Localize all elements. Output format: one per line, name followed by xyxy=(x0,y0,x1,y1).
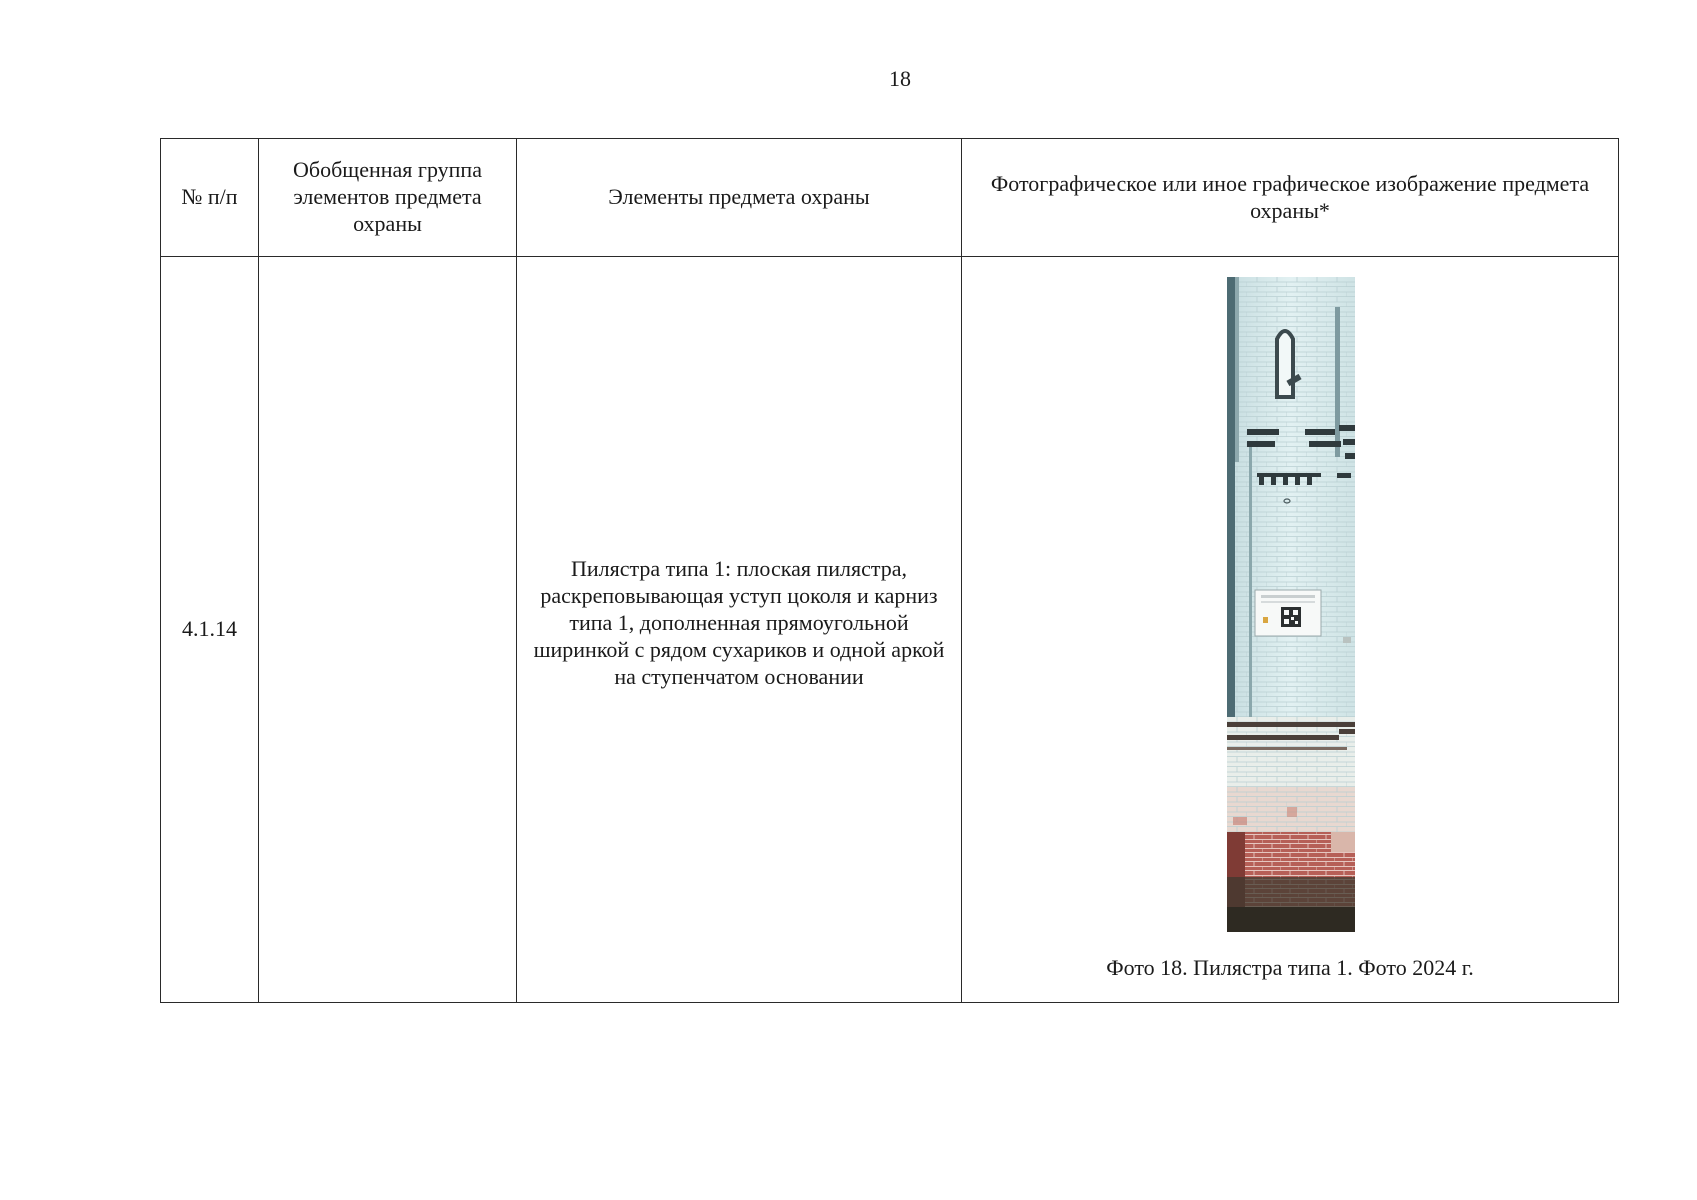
table-header-row xyxy=(161,139,1619,257)
pilaster-photo xyxy=(1227,277,1355,932)
row-group xyxy=(259,257,517,1003)
header-number: № п/п xyxy=(161,139,259,257)
photo-container xyxy=(962,257,1618,1002)
header-photo: Фотографическое или иное графическое изображение предмета охраны* xyxy=(962,139,1619,257)
row-elements xyxy=(517,257,962,1003)
photo-caption: Фото 18. Пилястра типа 1. Фото 2024 г. xyxy=(1106,955,1474,980)
header-elements: Элементы предмета охраны xyxy=(517,139,962,257)
header-group: Обобщенная группа элементов предмета охраны xyxy=(259,139,517,257)
row-number: 4.1.14 xyxy=(161,257,259,1003)
row-photo xyxy=(962,257,1619,1003)
table-row xyxy=(161,257,1619,1003)
protection-subject-table xyxy=(160,138,1619,1003)
row-elements-text: Пилястра типа 1: плоская пилястра, раскреповывающая уступ цоколя и карниз типа 1, дополненная прямоугольной ширинкой с рядом сухариков и одной аркой на ступенчатом основании xyxy=(533,556,945,689)
page-number: 18 xyxy=(889,66,911,91)
